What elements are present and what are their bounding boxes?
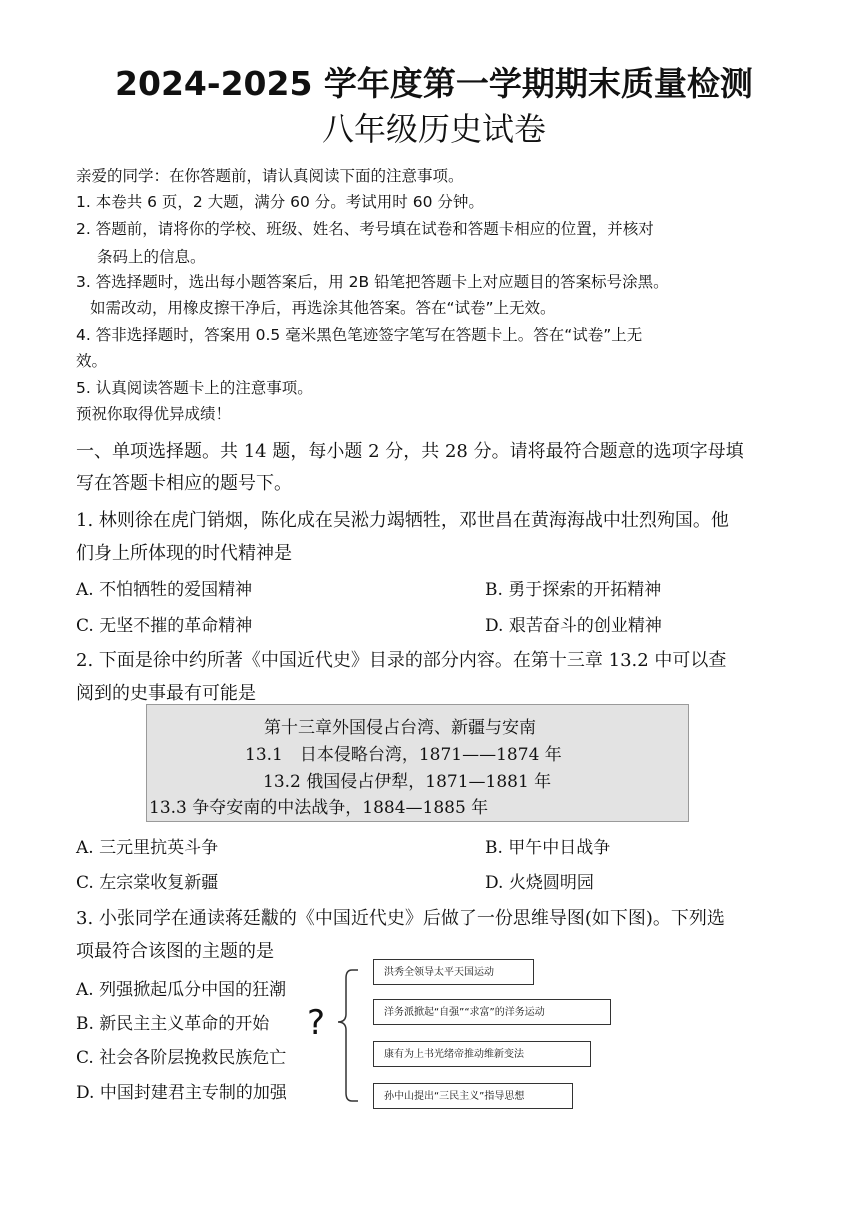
- notice-item-4-cont: 效。: [76, 352, 108, 370]
- q3-stem: 3. 小张同学在通读蒋廷黻的《中国近代史》后做了一份思维导图(如下图)。下列选: [76, 908, 725, 929]
- page-subtitle: 八年级历史试卷: [321, 110, 546, 148]
- q3-option-b: B. 新民主主义革命的开始: [76, 1014, 270, 1034]
- q2-option-c: C. 左宗棠收复新疆: [76, 873, 219, 893]
- notice-item-1: 1. 本卷共 6 页，2 大题，满分 60 分。考试用时 60 分钟。: [76, 193, 484, 211]
- toc-entry-13-2: 13.2 俄国侵占伊犁，1871—1881 年: [263, 772, 552, 792]
- notice-wish: 预祝你取得优异成绩！: [76, 405, 232, 423]
- notice-item-3: 3. 答选择题时，选出每小题答案后，用 2B 铅笔把答题卡上对应题目的答案标号涂黑。: [76, 273, 669, 291]
- q2-stem-cont: 阅到的史事最有可能是: [76, 683, 256, 704]
- page-title: 2024-2025 学年度第一学期期末质量检测: [115, 64, 753, 103]
- q3-option-d: D. 中国封建君主专制的加强: [76, 1083, 287, 1103]
- toc-chapter-title: 第十三章外国侵占台湾、新疆与安南: [264, 718, 536, 738]
- notice-greeting: 亲爱的同学：在你答题前，请认真阅读下面的注意事项。: [76, 167, 464, 185]
- q2-option-d: D. 火烧圆明园: [485, 873, 594, 893]
- mind-map-node-2: 洋务派掀起“自强”“求富”的洋务运动: [373, 999, 611, 1025]
- notice-item-5: 5. 认真阅读答题卡上的注意事项。: [76, 379, 313, 397]
- question-mark-symbol: ?: [307, 1003, 326, 1043]
- q2-option-b: B. 甲午中日战争: [485, 838, 611, 858]
- toc-entry-13-3: 13.3 争夺安南的中法战争，1884—1885 年: [149, 798, 489, 818]
- q1-option-b: B. 勇于探索的开拓精神: [485, 580, 662, 600]
- mind-map-node-1: 洪秀全领导太平天国运动: [373, 959, 534, 985]
- notice-item-2-cont: 条码上的信息。: [97, 248, 206, 266]
- q1-stem-cont: 们身上所体现的时代精神是: [76, 543, 292, 564]
- q3-option-a: A. 列强掀起瓜分中国的狂潮: [76, 980, 287, 1000]
- notice-item-4: 4. 答非选择题时，答案用 0.5 毫米黑色笔迹签字笔写在答题卡上。答在“试卷”上无: [76, 326, 643, 344]
- mind-map-node-3: 康有为上书光绪帝推动维新变法: [373, 1041, 591, 1067]
- q1-option-a: A. 不怕牺牲的爱国精神: [76, 580, 253, 600]
- section-heading: 一、单项选择题。共 14 题，每小题 2 分，共 28 分。请将最符合题意的选项字母填: [76, 441, 744, 462]
- q2-option-a: A. 三元里抗英斗争: [76, 838, 219, 858]
- q3-option-c: C. 社会各阶层挽救民族危亡: [76, 1048, 287, 1068]
- q1-option-c: C. 无坚不摧的革命精神: [76, 616, 253, 636]
- q3-stem-cont: 项最符合该图的主题的是: [76, 941, 274, 962]
- q2-stem: 2. 下面是徐中约所著《中国近代史》目录的部分内容。在第十三章 13.2 中可以查: [76, 650, 727, 671]
- q1-option-d: D. 艰苦奋斗的创业精神: [485, 616, 662, 636]
- q1-stem: 1. 林则徐在虎门销烟，陈化成在吴淞力竭牺牲，邓世昌在黄海海战中壮烈殉国。他: [76, 510, 729, 531]
- section-heading-cont: 写在答题卡相应的题号下。: [76, 473, 292, 494]
- notice-item-3-cont: 如需改动，用橡皮擦干净后，再选涂其他答案。答在“试卷”上无效。: [90, 299, 556, 317]
- toc-entry-13-1: 13.1 日本侵略台湾，1871——1874 年: [245, 745, 562, 765]
- mind-map-node-4: 孙中山提出“三民主义”指导思想: [373, 1083, 573, 1109]
- notice-item-2: 2. 答题前，请将你的学校、班级、姓名、考号填在试卷和答题卡相应的位置，并核对: [76, 220, 654, 238]
